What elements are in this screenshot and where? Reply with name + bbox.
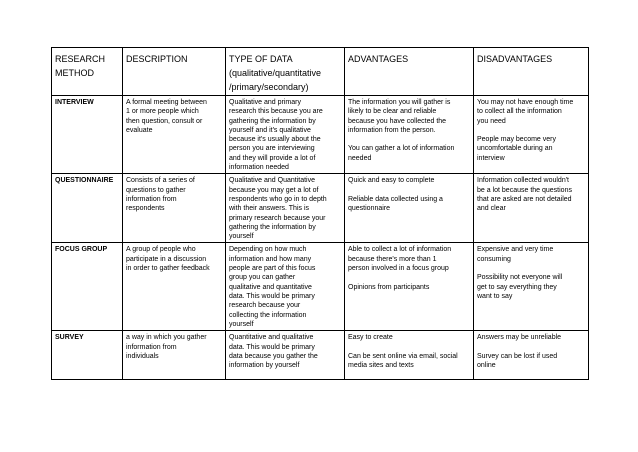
method-cell: SURVEY xyxy=(52,331,123,380)
type-cell: Qualitative and primary research this because you are gathering the information by yourself and it's qualitative because it's usually about the person you are interviewing and they will provide a lot of information needed xyxy=(226,96,345,174)
header-research-method: RESEARCH METHOD xyxy=(52,48,123,96)
table-row xyxy=(52,331,589,380)
method-cell: QUESTIONNAIRE xyxy=(52,174,123,243)
header-description: DESCRIPTION xyxy=(123,48,226,96)
description-cell: Consists of a series of questions to gather information from respondents xyxy=(123,174,226,243)
header-disadvantages: DISADVANTAGES xyxy=(474,48,589,96)
description-cell: a way in which you gather information from individuals xyxy=(123,331,226,380)
disadvantages-cell: Expensive and very time consuming Possibility not everyone will get to say everything they want to say xyxy=(474,243,589,331)
method-cell: FOCUS GROUP xyxy=(52,243,123,331)
type-cell: Qualitative and Quantitative because you may get a lot of respondents who go in to depth with their answers. This is primary research because your gathering the information by yourself xyxy=(226,174,345,243)
header-type-of-data: TYPE OF DATA (qualitative/quantitative /primary/secondary) xyxy=(226,48,345,96)
table-row xyxy=(52,243,589,331)
header-advantages: ADVANTAGES xyxy=(345,48,474,96)
advantages-cell: Able to collect a lot of information because there's more than 1 person involved in a focus group Opinions from participants xyxy=(345,243,474,331)
table-row xyxy=(52,96,589,174)
disadvantages-cell: You may not have enough time to collect all the information you need People may become very uncomfortable during an interview xyxy=(474,96,589,174)
table-row xyxy=(52,174,589,243)
description-cell: A group of people who participate in a discussion in order to gather feedback xyxy=(123,243,226,331)
advantages-cell: Easy to create Can be sent online via email, social media sites and texts xyxy=(345,331,474,380)
method-cell: INTERVIEW xyxy=(52,96,123,174)
description-cell: A formal meeting between 1 or more people which then question, consult or evaluate xyxy=(123,96,226,174)
header-row xyxy=(52,48,589,96)
type-cell: Quantitative and qualitative data. This would be primary data because you gather the information by yourself xyxy=(226,331,345,380)
disadvantages-cell: Answers may be unreliable Survey can be lost if used online xyxy=(474,331,589,380)
disadvantages-cell: Information collected wouldn't be a lot because the questions that are asked are not detailed and clear xyxy=(474,174,589,243)
type-cell: Depending on how much information and how many people are part of this focus group you can gather qualitative and quantitative data. This would be primary research because your collecting the information yourself xyxy=(226,243,345,331)
advantages-cell: Quick and easy to complete Reliable data collected using a questionnaire xyxy=(345,174,474,243)
research-methods-table xyxy=(51,47,589,380)
advantages-cell: The information you will gather is likely to be clear and reliable because you have collected the information from the person. You can gather a lot of information needed xyxy=(345,96,474,174)
